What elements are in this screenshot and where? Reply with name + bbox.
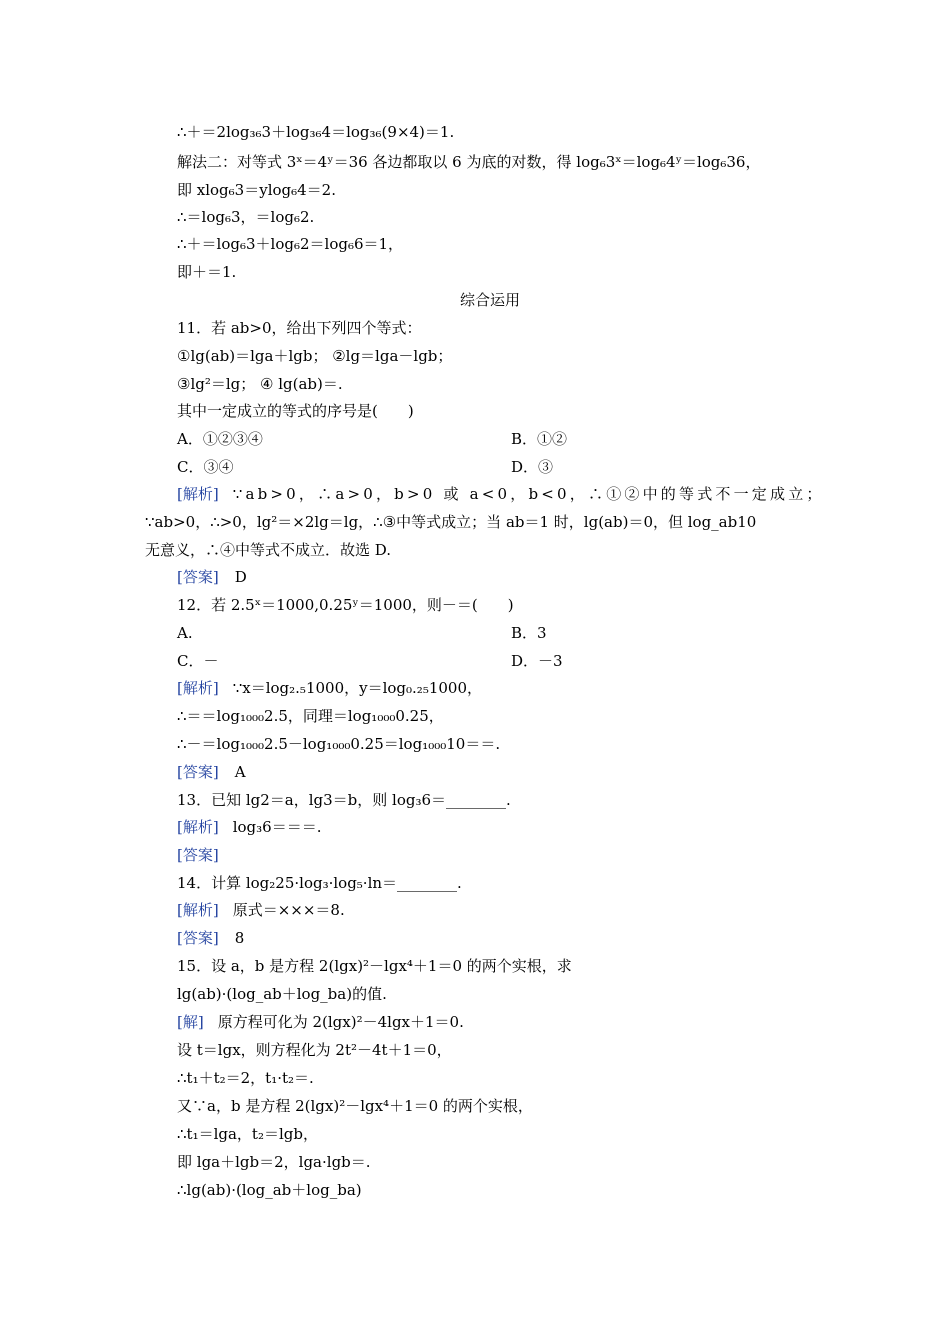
answer-tag: [答案] (177, 568, 219, 586)
option-a: A．①②③④ (177, 430, 263, 448)
text-line: 其中一定成立的等式的序号是( ) (177, 402, 414, 420)
option-b: B．3 (511, 624, 547, 642)
analysis-tag: [解析] (177, 818, 219, 836)
option-c: C．－ (177, 652, 219, 670)
option-c: C．③④ (177, 458, 234, 476)
text-line: 又∵a，b 是方程 2(lgx)²－lgx⁴＋1＝0 的两个实根， (177, 1097, 533, 1115)
answer-value: 8 (234, 929, 245, 947)
text-line: ∴＋＝log₆3＋log₆2＝log₆6＝1， (177, 235, 404, 253)
answer-tag: [答案] (177, 929, 219, 947)
text-line: ①lg(ab)＝lga＋lgb； ②lg＝lga－lgb； (177, 347, 453, 365)
text-line: ∴t₁＋t₂＝2，t₁·t₂＝. (177, 1069, 314, 1087)
text-line: 设 t＝lgx，则方程化为 2t²－4t＋1＝0， (177, 1041, 452, 1059)
analysis-line (177, 817, 321, 837)
text-line: 即＋＝1. (177, 263, 237, 281)
analysis-text: log₃6＝＝＝. (232, 818, 322, 836)
text-line: 即 xlog₆3＝ylog₆4＝2. (177, 181, 336, 199)
answer-line (177, 845, 235, 865)
answer-tag: [答案] (177, 846, 219, 864)
solution-tag: [解] (177, 1013, 204, 1031)
option-d: D．③ (511, 458, 554, 476)
analysis-text: ∵ab>0，∴a>0，b>0 或 a<0，b<0，∴①②中的等式不一定成立； (232, 485, 825, 503)
analysis-line (177, 678, 482, 698)
answer-line (177, 928, 244, 948)
text-line: ∴＋＝2log₃₆3＋log₃₆4＝log₃₆(9×4)＝1. (177, 123, 455, 141)
question-14: 14．计算 log₂25·log₃·log₅·ln＝________. (177, 874, 462, 892)
analysis-text: ∵x＝log₂.₅1000，y＝log₀.₂₅1000， (232, 679, 483, 697)
option-a: A. (177, 624, 193, 642)
solution-line (177, 1012, 464, 1032)
text-line: ③lg²＝lg； ④ lg(ab)＝. (177, 375, 343, 393)
option-d: D．－3 (511, 652, 563, 670)
text-line: 解法二：对等式 3ˣ＝4ʸ＝36 各边都取以 6 为底的对数，得 log₆3ˣ＝log₆4ʸ＝log₆36， (177, 153, 761, 171)
answer-value: A (234, 763, 246, 781)
text-line: ∴－＝log₁₀₀₀2.5－log₁₀₀₀0.25＝log₁₀₀₀10＝＝. (177, 735, 501, 753)
analysis-tag: [解析] (177, 679, 219, 697)
question-13: 13．已知 lg2＝a，lg3＝b，则 log₃6＝________. (177, 791, 511, 809)
analysis-tag: [解析] (177, 485, 219, 503)
text-line: ∴lg(ab)·(log_ab＋log_ba) (177, 1181, 362, 1199)
question-12: 12．若 2.5ˣ＝1000,0.25ʸ＝1000，则－＝( ) (177, 596, 514, 614)
analysis-line (177, 900, 345, 920)
question-11: 11．若 ab>0，给出下列四个等式： (177, 319, 422, 337)
section-heading: 综合运用 (459, 291, 520, 309)
text-line: ∵ab>0，∴>0，lg²＝×2lg＝lg，∴③中等式成立；当 ab＝1 时，lg(ab)＝0，但 log_ab10 (145, 513, 757, 531)
analysis-line (177, 484, 825, 504)
answer-line (177, 567, 247, 587)
option-b: B．①② (511, 430, 568, 448)
text-line: 无意义，∴④中等式不成立．故选 D. (145, 541, 392, 559)
question-15: 15．设 a，b 是方程 2(lgx)²－lgx⁴＋1＝0 的两个实根，求 (177, 957, 572, 975)
text-line: lg(ab)·(log_ab＋log_ba)的值. (177, 985, 387, 1003)
answer-line (177, 762, 246, 782)
answer-tag: [答案] (177, 763, 219, 781)
text-line: ∴t₁＝lga，t₂＝lgb， (177, 1125, 318, 1143)
text-line: ∴＝＝log₁₀₀₀2.5，同理＝log₁₀₀₀0.25， (177, 707, 444, 725)
solution-text: 原方程可化为 2(lgx)²－4lgx＋1＝0. (217, 1013, 464, 1031)
text-line: ∴＝log₆3，＝log₆2. (177, 208, 315, 226)
analysis-tag: [解析] (177, 901, 219, 919)
analysis-text: 原式＝×××＝8. (232, 901, 345, 919)
answer-value: D (234, 568, 247, 586)
text-line: 即 lga＋lgb＝2，lga·lgb＝. (177, 1153, 371, 1171)
